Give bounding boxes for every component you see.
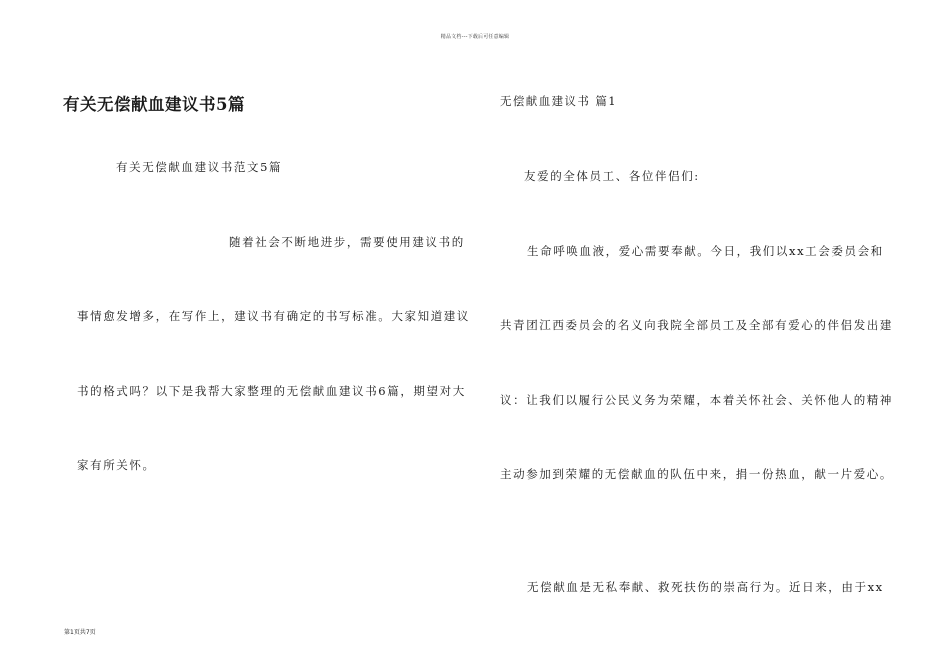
header-note: 精品文档---下载后可任意编辑 (440, 34, 510, 40)
intro-line-1: 随着社会不断地进步，需要使用建议书的 (229, 235, 465, 249)
document-title: 有关无偿献血建议书5篇 (63, 95, 245, 114)
page-footer: 第1页共7页 (64, 629, 96, 636)
document-subtitle: 有关无偿献血建议书范文5篇 (116, 160, 283, 174)
body-line-3: 议：让我们以履行公民义务为荣耀，本着关怀社会、关怀他人的精神 (500, 393, 893, 407)
body-line-5: 无偿献血是无私奉献、救死扶伤的崇高行为。近日来，由于xx (527, 580, 884, 594)
intro-line-2: 事情愈发增多，在写作上，建议书有确定的书写标准。大家知道建议 (77, 309, 470, 323)
body-line-4: 主动参加到荣耀的无偿献血的队伍中来，捐一份热血，献一片爱心。 (500, 467, 893, 481)
body-line-2: 共青团江西委员会的名义向我院全部员工及全部有爱心的伴侣发出建 (500, 318, 893, 332)
section-heading: 无偿献血建议书 篇1 (500, 94, 617, 108)
intro-line-3: 书的格式吗？以下是我帮大家整理的无偿献血建议书6篇，期望对大 (77, 384, 466, 398)
body-line-1: 生命呼唤血液，爱心需要奉献。今日，我们以xx工会委员会和 (527, 244, 884, 258)
salutation: 友爱的全体员工、各位伴侣们: (524, 169, 700, 183)
intro-line-4: 家有所关怀。 (77, 458, 156, 472)
